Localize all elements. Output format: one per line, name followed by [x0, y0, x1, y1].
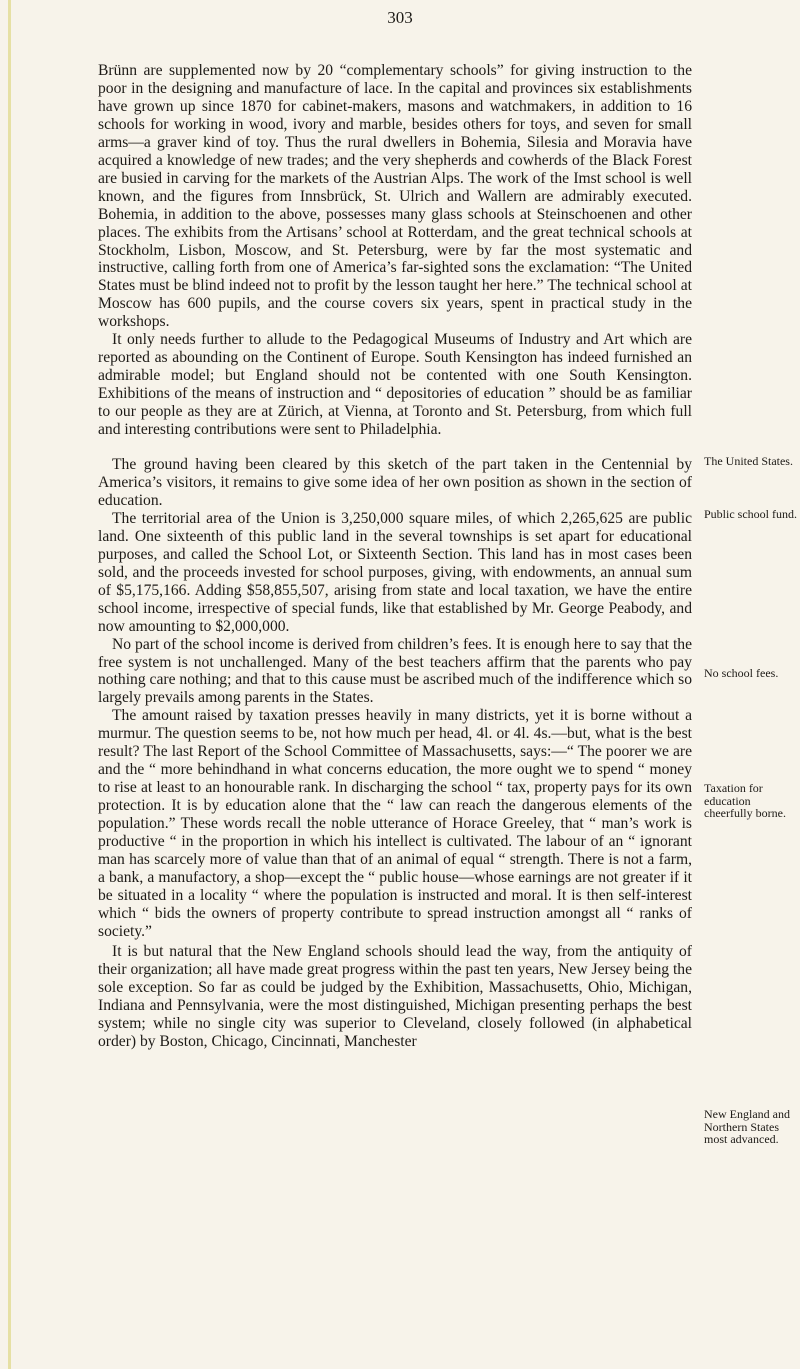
page-number: 303 — [387, 8, 413, 27]
body-text — [98, 62, 692, 1050]
paragraph: No part of the school income is derived from children’s fees. It is enough here to say that the free system is not unchallenged. Many of the best teachers affirm that the parents who pay nothing care nothing; and that to this cause must be ascribed much of the indifference which so largely prevails among parents in the States. — [98, 635, 692, 707]
margin-note: New England and Northern States most advanced. — [704, 1107, 790, 1146]
margin-note: Public school fund. — [704, 507, 797, 521]
paragraph: It is but natural that the New England schools should lead the way, from the antiquity of their organization; all have made great progress within the past ten years, New Jersey being the sole exception. So far as could be judged by the Exhibition, Massachusetts, Ohio, Michigan, Indiana and Pennsylvania, were the most distinguished, Michigan presenting perhaps the best system; while no single city was superior to Cleveland, closely followed (in alphabetical order) by Boston, Chicago, Cincinnati, Manchester — [98, 942, 692, 1050]
page-edge-marking — [8, 0, 11, 1369]
margin-note: The United States. — [704, 454, 793, 468]
margin-note: No school fees. — [704, 666, 779, 680]
paragraph: Brünn are supplemented now by 20 “complementary schools” for giving instruction to the poor in the designing and manufacture of lace. In the capital and provinces six establishments have grown up since 1870 for cabinet-makers, masons and watchmakers, in addition to 16 schools for working in wood, ivory and marble, besides others for toys, and seven for small arms—a graver kind of toy. Thus the rural dwellers in Bohemia, Silesia and Moravia have acquired a knowledge of new trades; and the very shepherds and cowherds of the Black Forest are busied in carving for the markets of the Austrian Alps. The work of the Imst school is well known, and the figures from Innsbrück, St. Ulrich and Wallern are admirably executed. Bohemia, in addition to the above, possesses many glass schools at Steinschoenen and other places. The exhibits from the Artisans’ school at Rotterdam, and the great technical schools at Stockholm, Lisbon, Moscow, and St. Petersburg, were by far the most systematic and instructive, calling forth from one of America’s far-sighted sons the exclamation: “The United States must be blind indeed not to profit by the lesson taught her here.” The technical school at Moscow has 600 pupils, and the course covers six years, spent in practical study in the workshops. — [98, 62, 692, 331]
paragraph: The territorial area of the Union is 3,250,000 square miles, of which 2,265,625 are public land. One sixteenth of this public land in the several townships is set apart for educational purposes, and called the School Lot, or Sixteenth Section. This land has in most cases been sold, and the proceeds invested for school purposes, giving, with endowments, an annual sum of $5,175,166. Adding $58,855,507, arising from state and local taxation, we have the entire school income, irrespective of special funds, like that established by Mr. George Peabody, and now amounting to $2,000,000. — [98, 509, 692, 635]
margin-note: Taxation for education cheerfully borne. — [704, 781, 786, 820]
paragraph: The amount raised by taxation presses heavily in many districts, yet it is borne without a murmur. The question seems to be, not how much per head, 4l. or 4l. 4s.—but, what is the best result? The last Report of the School Committee of Massachusetts, says:—“ The poorer we are and the “ more behindhand in what concerns education, the more ought we to spend “ money to rise at least to an honourable rank. In discharging the school “ tax, property pays for its own protection. It is by education alone that the “ law can reach the dangerous elements of the population.” These words recall the noble utterance of Horace Greeley, that “ man’s work is productive “ in the proportion in which his intellect is cultivated. The labour of an “ ignorant man has scarcely more of value than that of an animal of equal “ strength. There is not a farm, a bank, a manufactory, a shop—except the “ public house—whose earnings are not greater if it be situated in a locality “ where the population is instructed and moral. It is then self-interest which “ bids the owners of property contribute to spread instruction amongst all “ ranks of society.” — [98, 707, 692, 940]
paragraph: It only needs further to allude to the Pedagogical Museums of Industry and Art which are reported as abounding on the Continent of Europe. South Kensington has indeed furnished an admirable model; but England should not be contented with one South Kensington. Exhibitions of the means of instruction and “ depositories of education ” should be as familiar to our people as they are at Zürich, at Vienna, at Toronto and St. Petersburg, from which full and interesting contributions were sent to Philadelphia. — [98, 331, 692, 439]
paragraph: The ground having been cleared by this sketch of the part taken in the Centennial by America’s visitors, it remains to give some idea of her own position as shown in the section of education. — [98, 456, 692, 509]
